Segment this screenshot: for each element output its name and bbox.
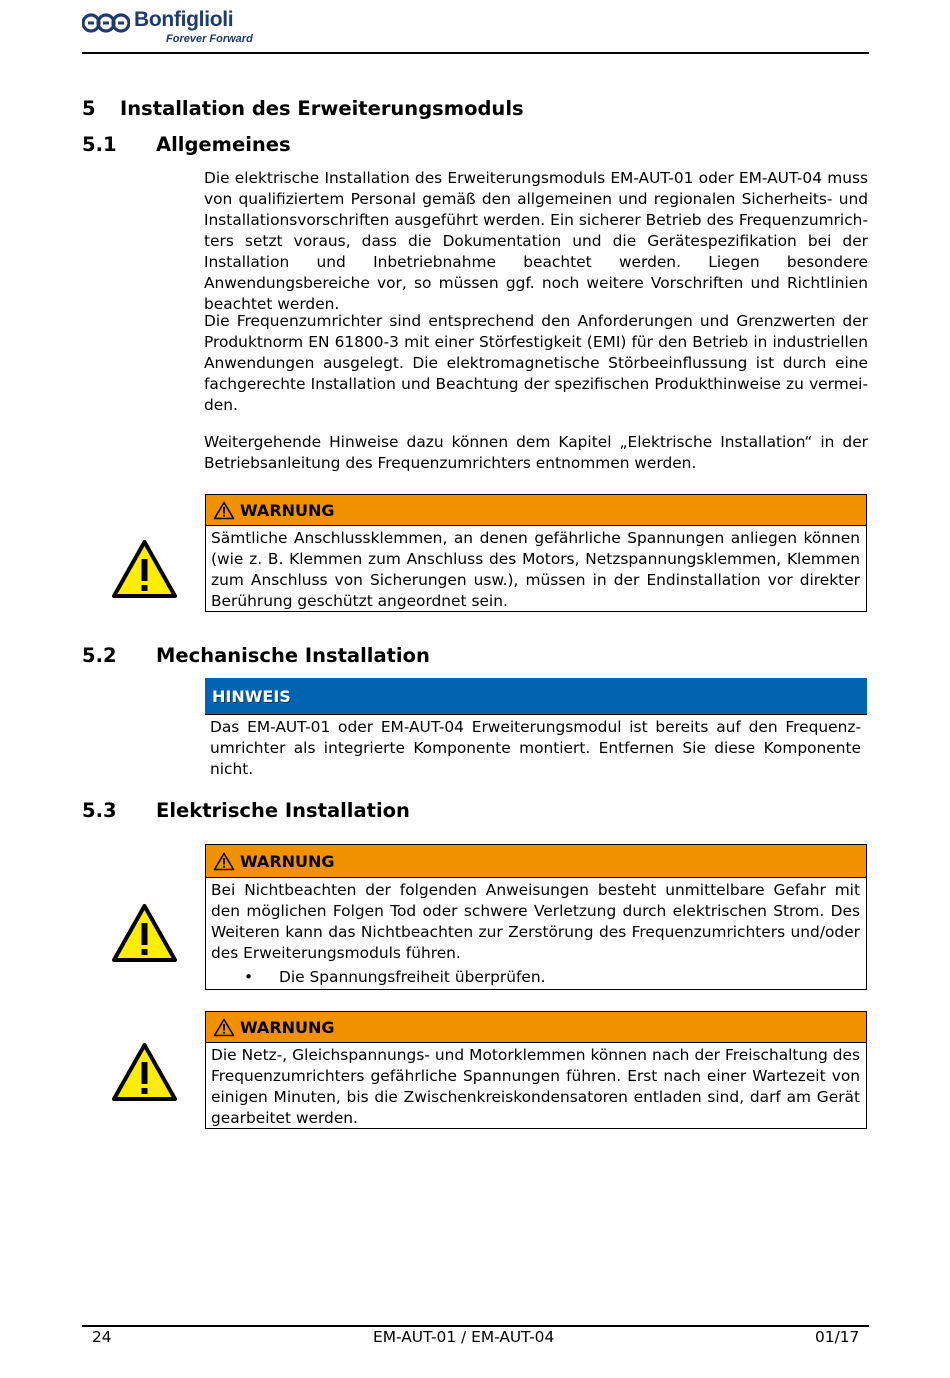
- warning-header: [206, 1012, 866, 1043]
- warning-text: Die Netz-, Gleichspannungs- und Motorklemmen können nach der Freischaltung des Frequenzumrichters gefährliche Spannungen führen. Erst nach einer Wartezeit von einigen Minuten, bis die Zwischenkreiskondensatoren entladen sind, darf am Gerät gearbeitet werden.: [211, 1046, 860, 1127]
- paragraph-hinweise: Weitergehende Hinweise dazu können dem Kapitel „Elektrische Installation“ in der Betriebsanleitung des Frequenzumrichters entnommen werden.: [204, 433, 868, 472]
- list-item: [211, 967, 860, 988]
- header-rule: [82, 52, 869, 54]
- warning-header: [206, 495, 866, 526]
- section-title: Mechanische Installation: [156, 644, 430, 667]
- section-heading-mechanical: [82, 644, 430, 667]
- warning-triangle-icon: [111, 539, 178, 599]
- footer-rule: [82, 1325, 869, 1327]
- section-title: Elektrische Installation: [156, 799, 410, 822]
- paragraph-installation: Die elektrische Installation des Erweiterungsmoduls EM-AUT-01 oder EM-AUT-04 muss von qualifiziertem Personal gemäß den allgemeinen und regionalen Sicherheits- und Installationsvorschriften ausgeführt werden. Ein sicherer Betrieb des Frequenzumrichters setzt voraus, dass die Dokumentation und die Gerätespezifikation bei der Installation und Inbetriebnahme beachtet werden. Liegen besondere Anwendungsbereiche vor, so müssen ggf. noch weitere Vorschriften und Richtlinien beachtet werden.: [204, 169, 868, 313]
- brand-tagline: Forever Forward: [166, 33, 253, 45]
- chapter-title: Installation des Erweiterungsmoduls: [120, 97, 524, 120]
- document-date: 01/17: [815, 1328, 860, 1346]
- notice-box: [205, 678, 867, 777]
- warning-label: WARNUNG: [240, 500, 335, 520]
- list-item-text: Die Spannungsfreiheit überprüfen.: [279, 968, 546, 986]
- warning-text: [206, 878, 866, 990]
- warning-label: WARNUNG: [240, 851, 335, 871]
- paragraph-emv: Die Frequenzumrichter sind entsprechend den Anforderungen und Grenzwerten der Produktnorm EN 61800-3 mit einer Störfestigkeit (EMI) für den Betrieb in industriellen Anwendungen ausgelegt. Die elektromagnetische Störbeeinflussung ist durch eine fachgerechte Installation und Beachtung der spezifischen Produkthinweise zu vermeiden.: [204, 312, 868, 414]
- warning-header: [206, 845, 866, 878]
- warning-box-electrical: [205, 844, 867, 990]
- bonfiglioli-logo-icon: [82, 12, 130, 34]
- warning-small-icon: [213, 852, 235, 871]
- chapter-heading: [82, 97, 524, 120]
- warning-triangle-icon: [111, 1042, 178, 1102]
- warning-triangle-icon: [111, 903, 178, 963]
- chapter-number: 5: [82, 97, 96, 120]
- page-number: 24: [92, 1328, 112, 1346]
- brand-logo: [82, 8, 282, 48]
- bullet-dot-icon: •: [244, 968, 254, 986]
- section-number: 5.3: [82, 799, 117, 822]
- section-heading-electrical: [82, 799, 410, 822]
- warning-small-icon: [213, 501, 235, 520]
- warning-box-terminals: [205, 494, 867, 612]
- warning-small-icon: [213, 1018, 235, 1037]
- notice-label: HINWEIS: [212, 686, 291, 706]
- brand-name: Bonfiglioli: [134, 8, 234, 31]
- notice-text: Das EM-AUT-01 oder EM-AUT-04 Erweiterungsmodul ist bereits auf den Frequenzumrichter als integrierte Komponente montiert. Entfernen Sie diese Komponente nicht.: [210, 718, 861, 778]
- warning-box-residual-voltage: [205, 1011, 867, 1129]
- section-number: 5.2: [82, 644, 117, 667]
- document-id: EM-AUT-01 / EM-AUT-04: [373, 1328, 555, 1346]
- notice-header: [205, 678, 867, 715]
- warning-label: WARNUNG: [240, 1017, 335, 1037]
- section-title: Allgemeines: [156, 133, 291, 156]
- warning-text: Sämtliche Anschlussklemmen, an denen gefährliche Spannungen anliegen können (wie z. B. Klemmen zum Anschluss des Motors, Netzspannungsklemmen, Klemmen zum Anschluss von Sicherungen usw.), müssen in der Endinstallation vor direkter Berührung geschützt angeordnet sein.: [211, 529, 860, 610]
- section-number: 5.1: [82, 133, 117, 156]
- section-heading-allgemeines: [82, 133, 291, 156]
- warning-paragraph: Bei Nichtbeachten der folgenden Anweisungen besteht unmittelbare Gefahr mit den möglichen Folgen Tod oder schwere Verletzung durch elektrischen Strom. Des Weiteren kann das Nichtbeachten zur Zerstörung des Frequenzumrichters und/oder des Erweiterungsmoduls führen.: [211, 881, 860, 962]
